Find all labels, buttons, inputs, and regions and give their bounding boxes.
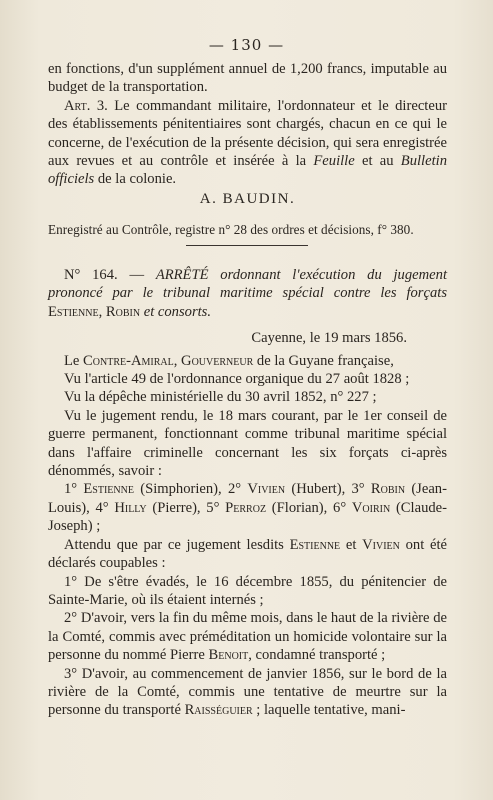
decree-dash: —	[117, 267, 156, 283]
article-label: Art. 3.	[64, 97, 108, 114]
count-text: 2° D'avoir, vers la fin du même mois, dans le haut de la rivière de la Comté, commis avec préméditation un homicide volontaire sur la personne du nommé Pierre	[48, 610, 447, 664]
bulletin-title: Bulletin officiels	[48, 153, 447, 188]
attendu-text: Attendu que par ce jugement lesdits	[64, 536, 290, 553]
decree-number: N° 164.	[64, 267, 118, 283]
convict-list	[48, 480, 447, 535]
count-3	[48, 665, 447, 720]
conjunction: et	[340, 536, 363, 553]
attendu-text-end: ont été déclarés coupables :	[48, 536, 447, 572]
convict-name: Voirin	[351, 499, 391, 516]
vu-paragraph: Vu l'article 49 de l'ordonnance organique du 27 août 1828 ;	[64, 371, 410, 388]
decision-end	[48, 60, 447, 189]
vu-paragraph: Vu la dépêche ministérielle du 30 avril 1852, n° 227 ;	[64, 389, 377, 406]
article-text-mid: et au	[354, 153, 401, 170]
issuer-line	[48, 352, 447, 370]
convict-name: Perroz	[225, 499, 267, 516]
issuer-title: Contre-Amiral	[83, 352, 174, 369]
decree-section	[48, 266, 447, 720]
convict-name: Estienne	[289, 536, 341, 553]
issuer-title: Gouverneur	[181, 352, 254, 369]
convict-name: Hilly	[114, 499, 147, 516]
convict-name: Robin	[105, 303, 141, 320]
decree-title: ordonnant l'exécution du jugement prononcé par le tribunal maritime spécial contre les forçats	[48, 267, 447, 302]
count-2	[48, 609, 447, 664]
signature: A. BAUDIN.	[199, 191, 296, 207]
convict-detail: (Claude-Joseph) ;	[48, 499, 447, 535]
victim-name: Raisséguier	[184, 702, 253, 719]
convict-detail: (Hubert), 3°	[285, 481, 371, 498]
feuille-title: Feuille	[313, 153, 355, 170]
convict-name: Vivien	[247, 481, 286, 498]
count-text-end: , condamné transporté ;	[248, 647, 386, 664]
article-text-end: de la colonie.	[94, 171, 177, 188]
convict-name: Robin	[370, 481, 406, 498]
article-3	[48, 97, 447, 189]
attendu-paragraph	[48, 536, 447, 573]
count-text-end: ; laquelle tentative, mani-	[252, 702, 406, 719]
convict-detail: (Jean-Louis), 4°	[48, 481, 447, 516]
convict-detail: (Florian), 6°	[266, 499, 352, 516]
convict-detail: (Pierre), 5°	[146, 499, 226, 516]
victim-name: Benoit	[208, 647, 249, 664]
section-divider	[186, 245, 308, 246]
decree-type: ARRÊTÉ	[155, 267, 209, 283]
count-text: 3° D'avoir, au commencement de janvier 1856, sur le bord de la rivière de la Comté, commis une tentative de meurtre sur la personne du transporté	[48, 665, 447, 719]
decree-heading	[48, 266, 447, 321]
convict-detail: (Simphorien), 2°	[133, 481, 248, 498]
separator: ,	[173, 352, 182, 369]
issuer-rest: de la Guyane française,	[253, 352, 394, 369]
convict-name: Vivien	[362, 536, 400, 553]
registration-note: Enregistré au Contrôle, registre n° 28 des ordres et décisions, f° 380.	[48, 222, 414, 237]
paragraph-continuation: en fonctions, d'un supplément annuel de 1,200 francs, imputable au budget de la transportation.	[48, 61, 447, 96]
vu-paragraph: Vu le jugement rendu, le 18 mars courant, par le 1er conseil de guerre permanent, fonctionnant comme tribunal maritime spécial dans l'affaire criminelle concernant les six forçats ci-après dénommés, savoir :	[48, 407, 447, 480]
place-date: Cayenne, le 19 mars 1856.	[251, 330, 407, 347]
convict-name: Estienne	[48, 303, 99, 320]
article-text: Le commandant militaire, l'ordonnateur et le directeur des établissements pénitentiaires sont chargés, chacun en ce qui le concerne, de l'exécution de la présente décision, qui sera enregistrée aux revues et au contrôle et insérée à la	[48, 97, 447, 170]
separator: ,	[98, 303, 106, 320]
list-number: 1°	[64, 481, 84, 498]
issuer-pre: Le	[64, 352, 84, 369]
count-1: 1° De s'être évadés, le 16 décembre 1855, du pénitencier de Sainte-Marie, où ils étaient internés ;	[48, 573, 447, 608]
convict-name: Estienne	[83, 481, 134, 498]
decree-title-end: et consorts.	[140, 303, 212, 320]
page-number: — 130 —	[208, 36, 285, 54]
